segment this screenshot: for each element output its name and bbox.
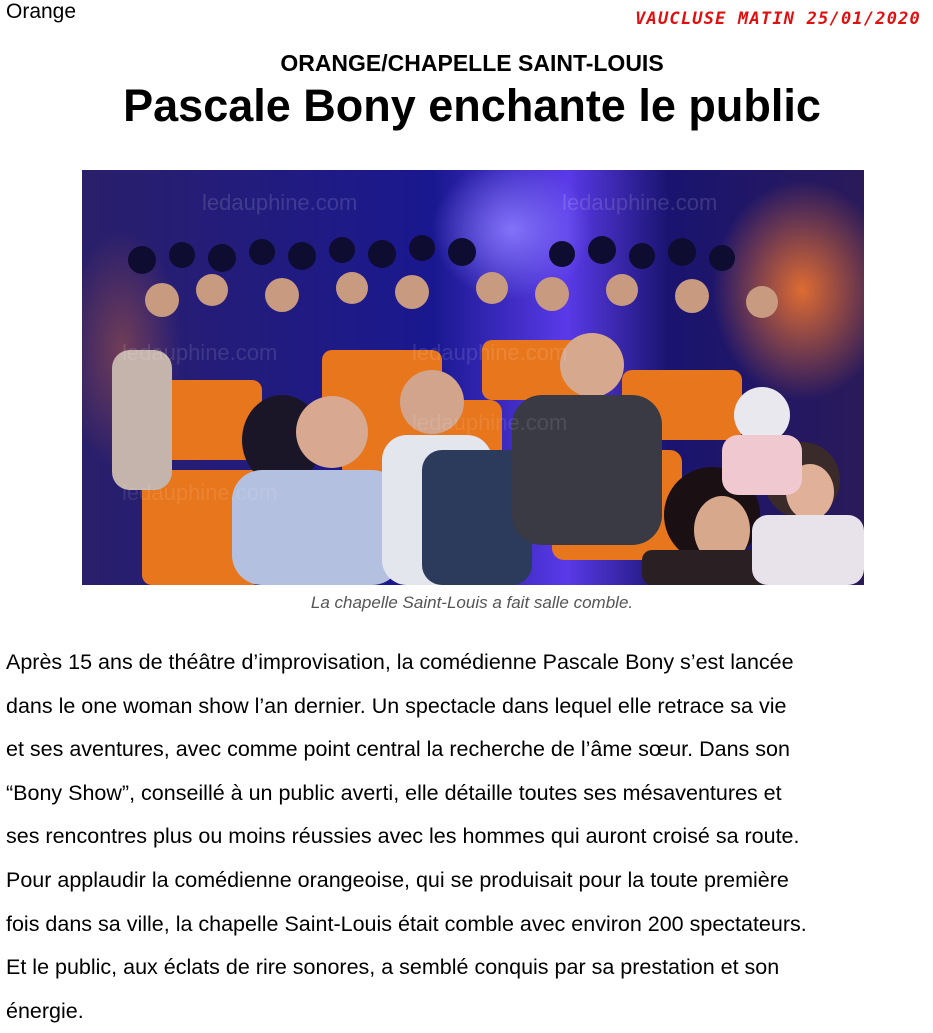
body-line: dans le one woman show l’an dernier. Un spectacle dans lequel elle retrace sa vie [6, 693, 787, 718]
body-line: Et le public, aux éclats de rire sonores, a semblé conquis par sa prestation et son [6, 955, 780, 980]
photo-watermark-3: ledauphine.com [122, 340, 278, 365]
location-label: Orange [6, 0, 77, 23]
article-headline: Pascale Bony enchante le public [123, 80, 821, 131]
photo-watermark-2: ledauphine.com [562, 190, 718, 215]
photo-watermark-1: ledauphine.com [202, 190, 358, 215]
body-line: ses rencontres plus ou moins réussies avec les hommes qui auront croisé sa route. [6, 824, 800, 849]
photo-caption: La chapelle Saint-Louis a fait salle comble. [310, 593, 634, 612]
body-line: et ses aventures, avec comme point central la recherche de l’âme sœur. Dans son [6, 737, 790, 762]
article-kicker: ORANGE/CHAPELLE SAINT-LOUIS [280, 50, 664, 76]
source-date: VAUCLUSE MATIN 25/01/2020 [635, 9, 921, 29]
photo-watermark-5: ledauphine.com [122, 480, 278, 505]
body-line: énergie. [6, 998, 84, 1023]
body-line: “Bony Show”, conseillé à un public averti, elle détaille toutes ses mésaventures et [6, 780, 782, 805]
body-line: Pour applaudir la comédienne orangeoise, qui se produisait pour la toute première [6, 867, 789, 892]
article-body [6, 641, 933, 1033]
audience-photo-illustration [82, 170, 864, 585]
body-line: fois dans sa ville, la chapelle Saint-Louis était comble avec environ 200 spectateurs. [6, 911, 807, 936]
photo-watermark-4: ledauphine.com [412, 340, 568, 365]
article-photo [82, 170, 864, 585]
body-line: Après 15 ans de théâtre d’improvisation, la comédienne Pascale Bony s’est lancée [6, 650, 794, 674]
photo-watermark-6: ledauphine.com [412, 410, 568, 435]
